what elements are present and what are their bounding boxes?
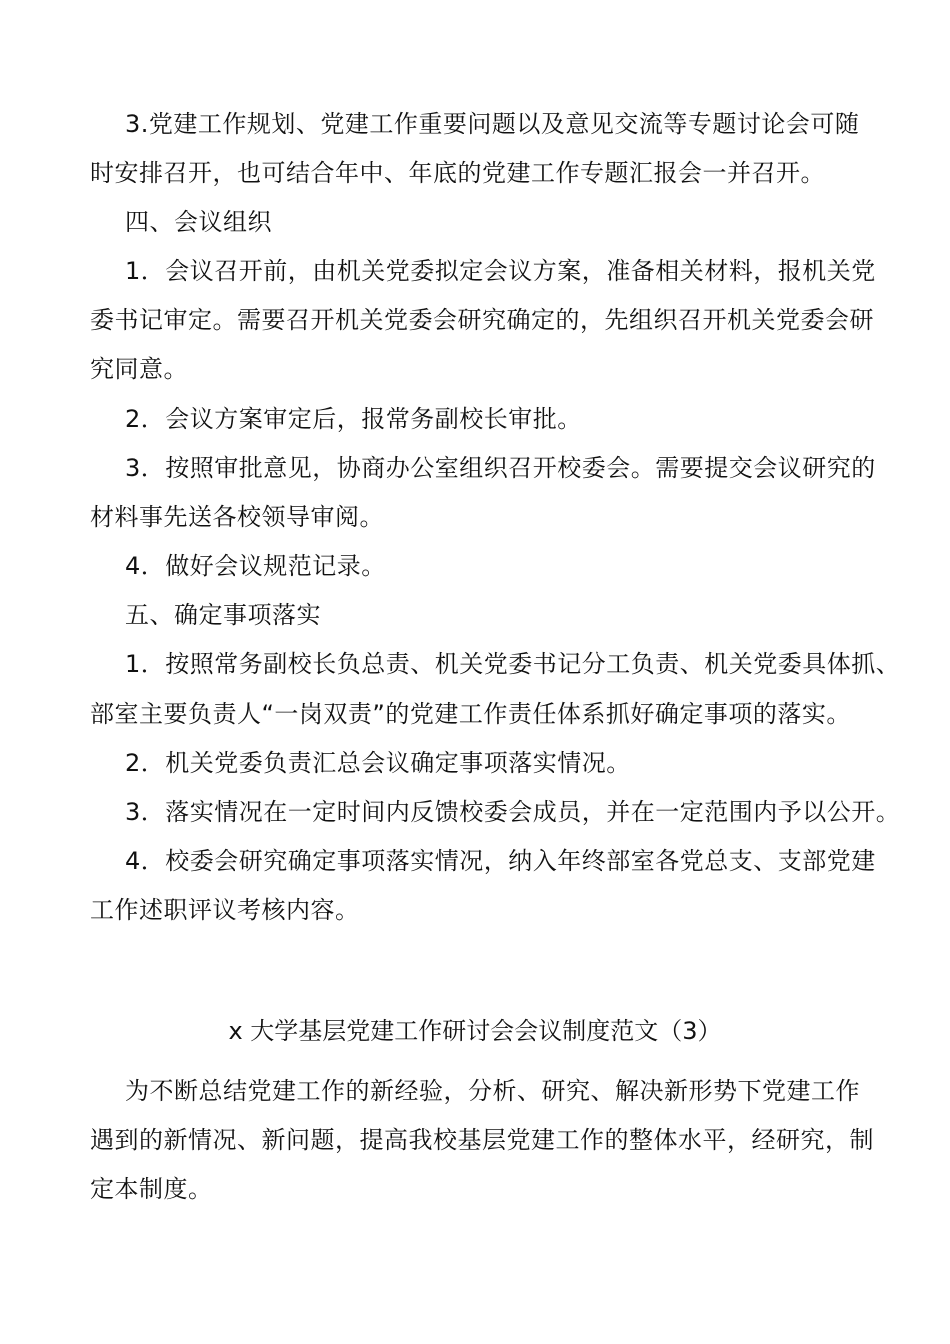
paragraph-line: 委书记审定。需要召开机关党委会研究确定的，先组织召开机关党委会研	[90, 306, 874, 334]
paragraph-line: 材料事先送各校领导审阅。	[90, 503, 384, 531]
paragraph-line: 究同意。	[90, 355, 188, 383]
paragraph-line: 4．校委会研究确定事项落实情况，纳入年终部室各党总支、支部党建	[125, 847, 876, 875]
paragraph-line: 定本制度。	[90, 1175, 213, 1203]
paragraph-line: 2．机关党委负责汇总会议确定事项落实情况。	[125, 749, 631, 777]
paragraph-line: 为不断总结党建工作的新经验，分析、研究、解决新形势下党建工作	[125, 1077, 860, 1105]
paragraph-line: 工作述职评议考核内容。	[90, 896, 360, 924]
paragraph-line: 4．做好会议规范记录。	[125, 552, 386, 580]
section-title: x 大学基层党建工作研讨会会议制度范文（3）	[228, 1017, 722, 1045]
paragraph-line: 1．会议召开前，由机关党委拟定会议方案，准备相关材料，报机关党	[125, 257, 876, 285]
paragraph-line: 遇到的新情况、新问题，提高我校基层党建工作的整体水平，经研究，制	[90, 1126, 874, 1154]
paragraph-line: 时安排召开，也可结合年中、年底的党建工作专题汇报会一并召开。	[90, 159, 825, 187]
paragraph-line: 1．按照常务副校长负总责、机关党委书记分工负责、机关党委具体抓、	[125, 650, 901, 678]
paragraph-line: 3．按照审批意见，协商办公室组织召开校委会。需要提交会议研究的	[125, 454, 876, 482]
paragraph-line: 3.党建工作规划、党建工作重要问题以及意见交流等专题讨论会可随	[125, 110, 860, 138]
paragraph-line: 3．落实情况在一定时间内反馈校委会成员，并在一定范围内予以公开。	[125, 798, 901, 826]
heading-section-5: 五、确定事项落实	[125, 601, 321, 629]
heading-section-4: 四、会议组织	[125, 208, 272, 236]
paragraph-line: 部室主要负责人“一岗双责”的党建工作责任体系抓好确定事项的落实。	[90, 700, 851, 728]
paragraph-line: 2．会议方案审定后，报常务副校长审批。	[125, 405, 582, 433]
